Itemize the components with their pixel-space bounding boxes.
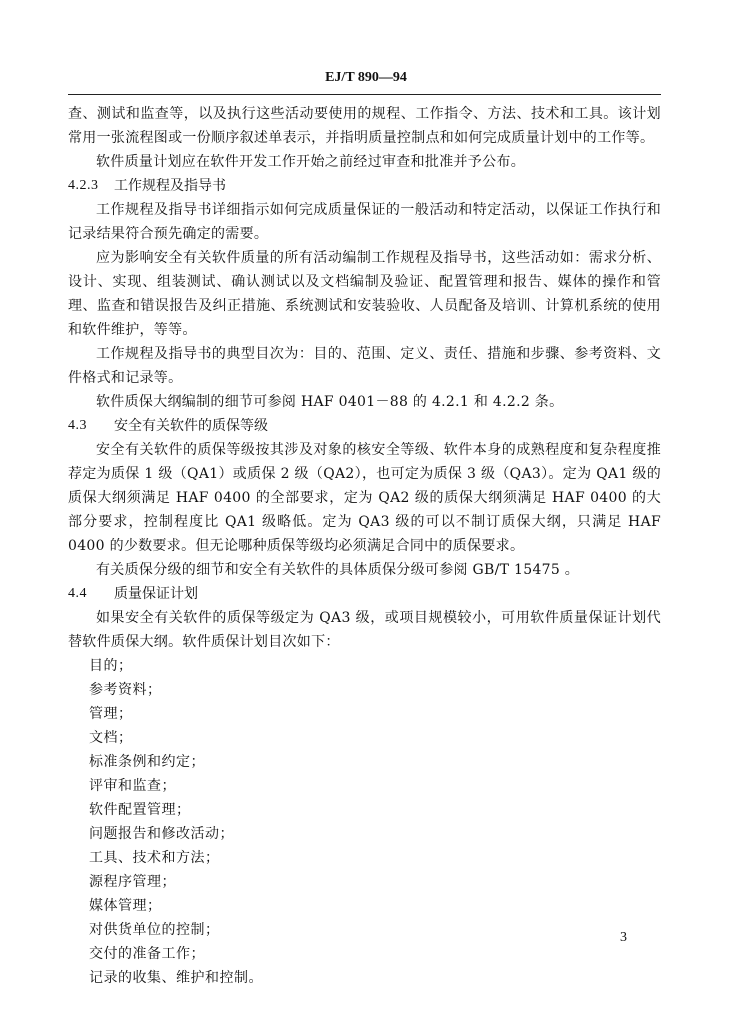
- list-item: 评审和监查；: [89, 778, 176, 794]
- paragraph: 如果安全有关软件的质保等级定为 QA3 级，或项目规模较小，可用软件质量保证计划代替软件质保大纲。软件质保计划目次如下：: [68, 610, 661, 650]
- body-content: [68, 102, 661, 990]
- paragraph: 软件质保大纲编制的细节可参阅 HAF 0401－88 的 4.2.1 和 4.2.2 条。: [96, 394, 564, 410]
- list-item: 源程序管理；: [89, 874, 176, 890]
- standard-code-header: EJ/T 890—94: [325, 70, 407, 85]
- section-title: 工作规程及指导书: [114, 178, 226, 194]
- paragraph: 应为影响安全有关软件质量的所有活动编制工作规程及指导书，这些活动如：需求分析、设计、实现、组装测试、确认测试以及文档编制及验证、配置管理和报告、媒体的操作和管理、监查和错误报告及纠正措施、系统测试和安装验收、人员配备及培训、计算机系统的使用和软件维护，等等。: [68, 250, 661, 338]
- section-number: 4.2.3: [68, 178, 99, 193]
- section-number: 4.4: [68, 586, 87, 601]
- list-item: 标准条例和约定；: [89, 754, 205, 770]
- section-heading-4-4: [68, 582, 661, 606]
- paragraph: 软件质量计划应在软件开发工作开始之前经过审查和批准并予公布。: [96, 154, 525, 170]
- paragraph: 有关质保分级的细节和安全有关软件的具体质保分级可参阅 GB/T 15475 。: [96, 562, 580, 578]
- section-title: 安全有关软件的质保等级: [114, 418, 268, 434]
- list-item: 交付的准备工作；: [89, 946, 205, 962]
- list-item: 问题报告和修改活动；: [89, 826, 234, 842]
- list-item: 目的；: [89, 658, 133, 674]
- list-item: 参考资料；: [89, 682, 162, 698]
- list-item: 对供货单位的控制；: [89, 922, 220, 938]
- section-number: 4.3: [68, 418, 87, 433]
- section-heading-4-2-3: [68, 174, 661, 198]
- list-item: 软件配置管理；: [89, 802, 191, 818]
- list-item: 管理；: [89, 706, 133, 722]
- section-heading-4-3: [68, 414, 661, 438]
- paragraph-continuation: 查、测试和监查等，以及执行这些活动要使用的规程、工作指令、方法、技术和工具。该计划常用一张流程图或一份顺序叙述单表示，并指明质量控制点和如何完成质量计划中的工作等。: [68, 106, 661, 146]
- paragraph: 工作规程及指导书详细指示如何完成质量保证的一般活动和特定活动，以保证工作执行和记录结果符合预先确定的需要。: [68, 202, 661, 242]
- paragraph: 工作规程及指导书的典型目次为：目的、范围、定义、责任、措施和步骤、参考资料、文件格式和记录等。: [68, 346, 661, 386]
- list-item: 文档；: [89, 730, 133, 746]
- list-item: 工具、技术和方法；: [89, 850, 220, 866]
- page-number: 3: [620, 930, 627, 945]
- list-item: 记录的收集、维护和控制。: [89, 970, 263, 986]
- section-title: 质量保证计划: [114, 586, 198, 602]
- paragraph: 安全有关软件的质保等级按其涉及对象的核安全等级、软件本身的成熟程度和复杂程度推荐定为质保 1 级（QA1）或质保 2 级（QA2），也可定为质保 3 级（QA3）。定为 QA1 级的质保大纲须满足 HAF 0400 的全部要求，定为 QA2 级的质保大纲须满足 HAF 0400 的大部分要求，控制程度比 QA1 级略低。定为 QA3 级的可以不制订质保大纲，只满足 HAF 0400 的少数要求。但无论哪种质保等级均必须满足合同中的质保要求。: [68, 442, 661, 554]
- contents-list: [68, 654, 661, 990]
- list-item: 媒体管理；: [89, 898, 162, 914]
- header-rule: [68, 94, 661, 95]
